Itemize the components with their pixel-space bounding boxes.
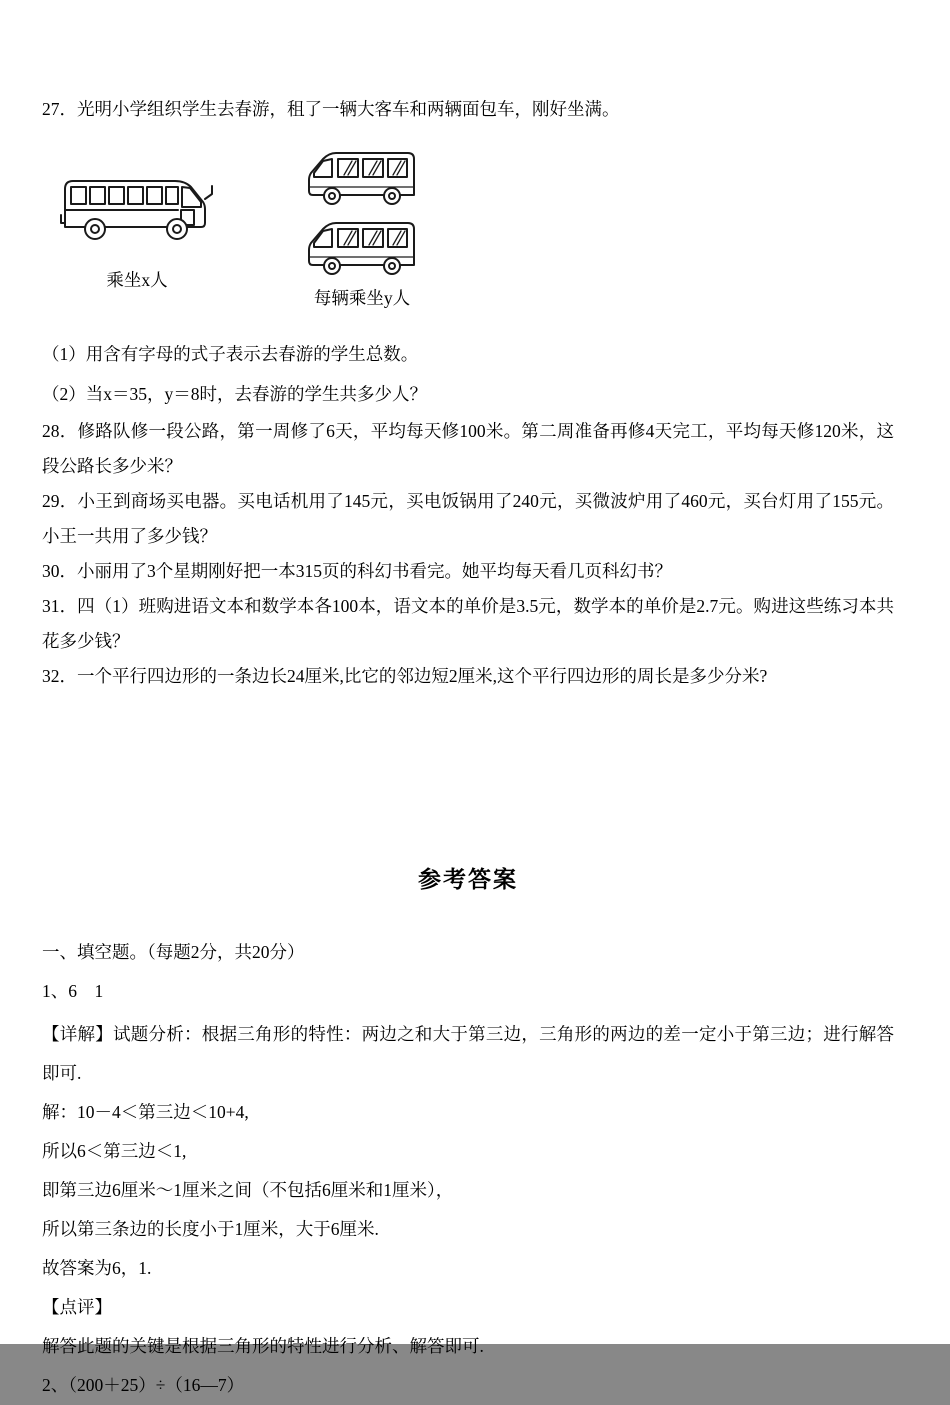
question-27-intro: 27．光明小学组织学生去春游，租了一辆大客车和两辆面包车，刚好坐满。: [42, 99, 620, 119]
question-30: 30．小丽用了3个星期刚好把一本315页的科幻书看完。她平均每天看几页科幻书？: [42, 561, 672, 581]
big-bus-caption: 乘坐x人: [106, 270, 168, 290]
big-bus-figure: [42, 139, 232, 298]
answer-1-comment: 解答此题的关键是根据三角形的特性进行分析、解答即可.: [42, 1336, 484, 1356]
answer-2-value: 2、（200＋25）÷（16—7）: [42, 1375, 245, 1395]
big-bus-image: [57, 157, 217, 257]
vans-figure: [302, 139, 422, 316]
answer-1-step: 即第三边6厘米～1厘米之间（不包括6厘米和1厘米），: [42, 1180, 454, 1200]
question-32: 32．一个平行四边形的一条边长24厘米,比它的邻边短2厘米,这个平行四边形的周长是多少分米?: [42, 666, 768, 686]
answer-1-step: 所以6＜第三边＜1,: [42, 1141, 187, 1161]
minibus-image: [302, 213, 422, 279]
answer-1-comment-label: 【点评】: [42, 1297, 112, 1317]
vans-caption: 每辆乘坐y人: [313, 288, 411, 308]
answer-1-detail: 【详解】试题分析：根据三角形的特性：两边之和大于第三边，三角形的两边的差一定小于第三边；进行解答即可.: [42, 1024, 894, 1083]
answers-heading: 参考答案: [418, 867, 518, 892]
answers-section1-title: 一、填空题。（每题2分，共20分）: [42, 942, 305, 962]
question-27-sub2: （2）当x＝35，y＝8时，去春游的学生共多少人？: [42, 384, 427, 404]
question-27-figure: [42, 139, 894, 316]
question-28: 28．修路队修一段公路，第一周修了6天，平均每天修100米。第二周准备再修4天完工，平均每天修120米，这段公路长多少米？: [42, 421, 894, 476]
answer-1-step: 故答案为6，1.: [42, 1258, 152, 1278]
question-31: 31．四（1）班购进语文本和数学本各100本，语文本的单价是3.5元，数学本的单价是2.7元。购进这些练习本共花多少钱？: [42, 596, 894, 651]
answer-1-step: 解：10－4＜第三边＜10+4,: [42, 1102, 249, 1122]
question-27-sub1: （1）用含有字母的式子表示去春游的学生总数。: [42, 344, 419, 364]
minibus-image: [302, 143, 422, 209]
answer-1-value: 1、6 1: [42, 981, 104, 1001]
question-29: 29．小王到商场买电器。买电话机用了145元，买电饭锅用了240元，买微波炉用了460元，买台灯用了155元。小王一共用了多少钱？: [42, 491, 894, 546]
answer-1-step: 所以第三条边的长度小于1厘米，大于6厘米.: [42, 1219, 379, 1239]
answers-section: [42, 933, 894, 1405]
